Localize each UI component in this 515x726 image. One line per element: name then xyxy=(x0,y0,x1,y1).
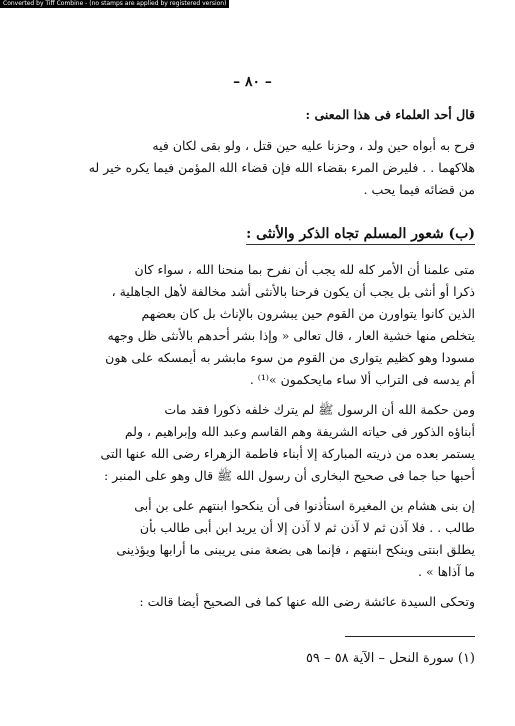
footnote: (١) سورة النحل – الآية ٥٨ – ٥٩ xyxy=(305,651,475,666)
paragraph-line: مسودا وهو كظيم يتوارى من القوم من سوء مابشر به أيمسكه على هون xyxy=(105,350,475,365)
paragraph-line: فرح به أبواه حين ولد ، وحزنا عليه حين قتل ، ولو بقى لكان فيه xyxy=(152,138,475,153)
section-heading-text: (ب) شعور المسلم تجاه الذكر والأنثى : xyxy=(246,226,475,245)
paragraph-line: هلاكهما . . فليرض المرء بقضاء الله فإن قضاء الله المؤمن فيما يكره خير له xyxy=(88,160,475,175)
paragraph-line: أحبها حبا جما فى صحيح البخارى أن رسول الله ﷺ قال وهو على المنبر : xyxy=(104,468,475,483)
page-number: – ٨٠ – xyxy=(233,74,272,90)
quote-line: طالب . . فلا آذن ثم لا آذن ثم لا آذن إلا أن يريد ابن أبى طالب بأن xyxy=(139,520,475,535)
paragraph-line: وتحكى السيدة عائشة رضى الله عنها كما فى الصحيح أيضا قالت : xyxy=(139,594,475,609)
converter-stamp: Converted by Tiff Combine - (no stamps are applied by registered version) xyxy=(0,0,229,8)
paragraph-line: يستمر بعده من ذريته المباركة إلا أبناء فاطمة الزهراء رضى الله عنها التى xyxy=(100,446,475,461)
quote-line: إن بنى هشام بن المغيرة استأذنوا فى أن ينكحوا ابنتهم على بن أبى xyxy=(134,498,475,513)
paragraph-line: أم يدسه فى التراب ألا ساء مايحكمون »⁽¹⁾ . xyxy=(249,372,475,387)
intro-line: قال أحد العلماء فى هذا المعنى : xyxy=(305,107,475,122)
document-page xyxy=(30,0,475,726)
paragraph-line: من قضائه فيما يحب . xyxy=(363,182,475,197)
paragraph-line: ذكرا أو أنثى بل يجب أن يكون فرحنا بالأنثى أشد مخالفة لأهل الجاهلية ، xyxy=(111,284,475,299)
footnote-divider xyxy=(345,636,475,637)
paragraph-line: أبناؤه الذكور فى حياته الشريفة وهم القاسم وعبد الله وإبراهيم ، ولم xyxy=(124,424,475,439)
paragraph-line: الذين كانوا يتواورن من القوم حين يبشرون بالإناث بل كان بعضهم xyxy=(141,306,475,321)
paragraph-line: متى علمنا أن الأمر كله لله يجب أن نفرح بما منحنا الله ، سواء كان xyxy=(134,262,475,277)
paragraph-line: ومن حكمة الله أن الرسول ﷺ لم يترك خلفه ذكورا فقد مات xyxy=(164,402,475,417)
quote-line: يطلق ابنتى وينكح ابنتهم ، فإنما هى بضعة منى يريبنى ما أرابها ويؤذينى xyxy=(116,542,475,557)
section-heading xyxy=(246,226,475,242)
paragraph-line: يتخلص منها خشية العار ، قال تعالى « وإذا بشر أحدهم بالأنثى ظل وجهه xyxy=(107,328,475,343)
quote-line: ما آذاها » . xyxy=(418,564,475,579)
